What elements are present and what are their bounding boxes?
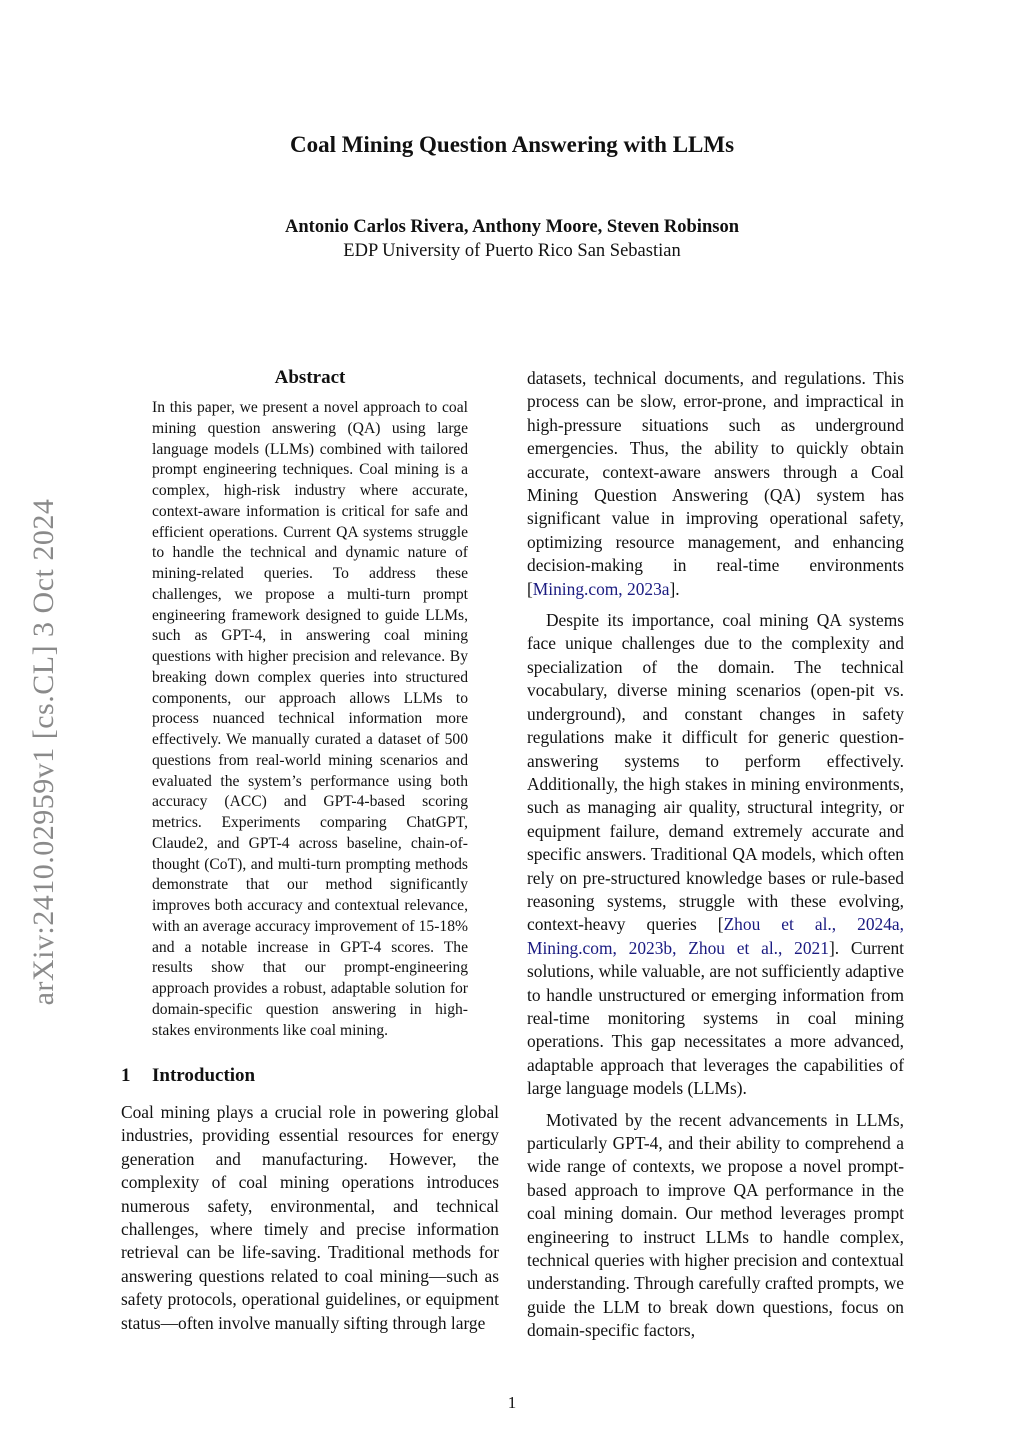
citation-link[interactable]: Mining.com, 2023a <box>532 578 670 599</box>
page-number: 1 <box>507 1393 517 1412</box>
paragraph-text: Despite its importance, coal mining QA systems face unique challenges due to the complexity and specialization of the domain. The technical vocabulary, diverse mining scenarios (open-pit vs. underground), and constant changes in safety regulations make it difficult for generic question-answering systems to perform effectively. Additionally, the high stakes in mining environments, such as managing air quality, structural integrity, or equipment failure, demand extremely accurate and specific answers. Traditional QA models, which often rely on pre-structured knowledge bases or rule-based reasoning systems, struggle with these evolving, context-heavy queries [ <box>527 610 904 935</box>
intro-paragraph-1-continued <box>527 367 904 601</box>
intro-paragraph-2 <box>527 609 904 1101</box>
author-list: Antonio Carlos Rivera, Anthony Moore, Steven Robinson <box>285 217 739 237</box>
affiliation: EDP University of Puerto Rico San Sebastian <box>343 241 681 261</box>
abstract-heading: Abstract <box>274 367 346 388</box>
intro-paragraph-1: Coal mining plays a crucial role in powering global industries, providing essential resources for energy generation and manufacturing. However, the complexity of coal mining operations introduces numerous safety, environmental, and technical challenges, where timely and precise information retrieval can be life-saving. Traditional methods for answering questions related to coal mining—such as safety protocols, operational guidelines, or equipment status—often involve manually sifting through large <box>121 1102 499 1333</box>
abstract-body: In this paper, we present a novel approach to coal mining question answering (QA) using large language models (LLMs) combined with tailored prompt engineering techniques. Coal mining is a complex, high-risk industry where accurate, context-aware information is critical for safe and efficient operations. Current QA systems struggle to handle the technical and dynamic nature of mining-related queries. To address these challenges, we propose a multi-turn prompt engineering framework designed to guide LLMs, such as GPT-4, in answering coal mining questions with higher precision and relevance. By breaking down complex queries into structured components, our approach allows LLMs to process nuanced technical information more effectively. We manually curated a dataset of 500 questions from real-world mining scenarios and evaluated the system’s performance using both accuracy (ACC) and GPT-4-based scoring metrics. Experiments comparing ChatGPT, Claude2, and GPT-4 across baseline, chain-of-thought (CoT), and multi-turn prompting methods demonstrate that our method significantly improves both accuracy and contextual relevance, with an average accuracy improvement of 15-18% and a notable increase in GPT-4 scores. The results show that our prompt-engineering approach provides a robust, adaptable solution for domain-specific question answering in high-stakes environments like coal mining. <box>152 399 468 1039</box>
paragraph-text: ]. Current solutions, while valuable, are not sufficiently adaptive to handle unstructured or emerging information from real-time monitoring systems in coal mining operations. This gap necessitates a more advanced, adaptable approach that leverages the capabilities of large language models (LLMs). <box>527 937 904 1099</box>
introduction-left-column <box>121 1101 499 1335</box>
paragraph-text: ]. <box>669 578 680 599</box>
paper-title: Coal Mining Question Answering with LLMs <box>289 132 735 157</box>
section-number: 1 <box>121 1065 131 1086</box>
section-heading-introduction <box>121 1064 499 1088</box>
citation-link[interactable]: Zhou et al., 2024a, Mining.com, 2023b, Zhou et al., 2021 <box>527 914 904 958</box>
intro-paragraph-3: Motivated by the recent advancements in LLMs, particularly GPT-4, and their ability to comprehend a wide range of contexts, we propose a novel prompt-based approach to improve QA performance in the coal mining domain. Our method leverages prompt engineering to instruct LLMs to handle complex, technical queries with higher precision and contextual understanding. Through carefully crafted prompts, we guide the LLM to break down questions, focus on domain-specific factors, <box>527 1109 904 1341</box>
section-title: Introduction <box>152 1065 256 1086</box>
paragraph-text: datasets, technical documents, and regulations. This process can be slow, error-prone, and impractical in high-pressure situations such as underground emergencies. Thus, the ability to quickly obtain accurate, context-aware answers through a Coal Mining Question Answering (QA) system has significant value in improving operational safety, optimizing resource management, and enhancing decision-making in real-time environments [ <box>527 368 904 599</box>
arxiv-identifier-stamp: arXiv:2410.02959v1 [cs.CL] 3 Oct 2024 <box>27 498 60 1006</box>
introduction-right-column <box>527 367 904 1343</box>
